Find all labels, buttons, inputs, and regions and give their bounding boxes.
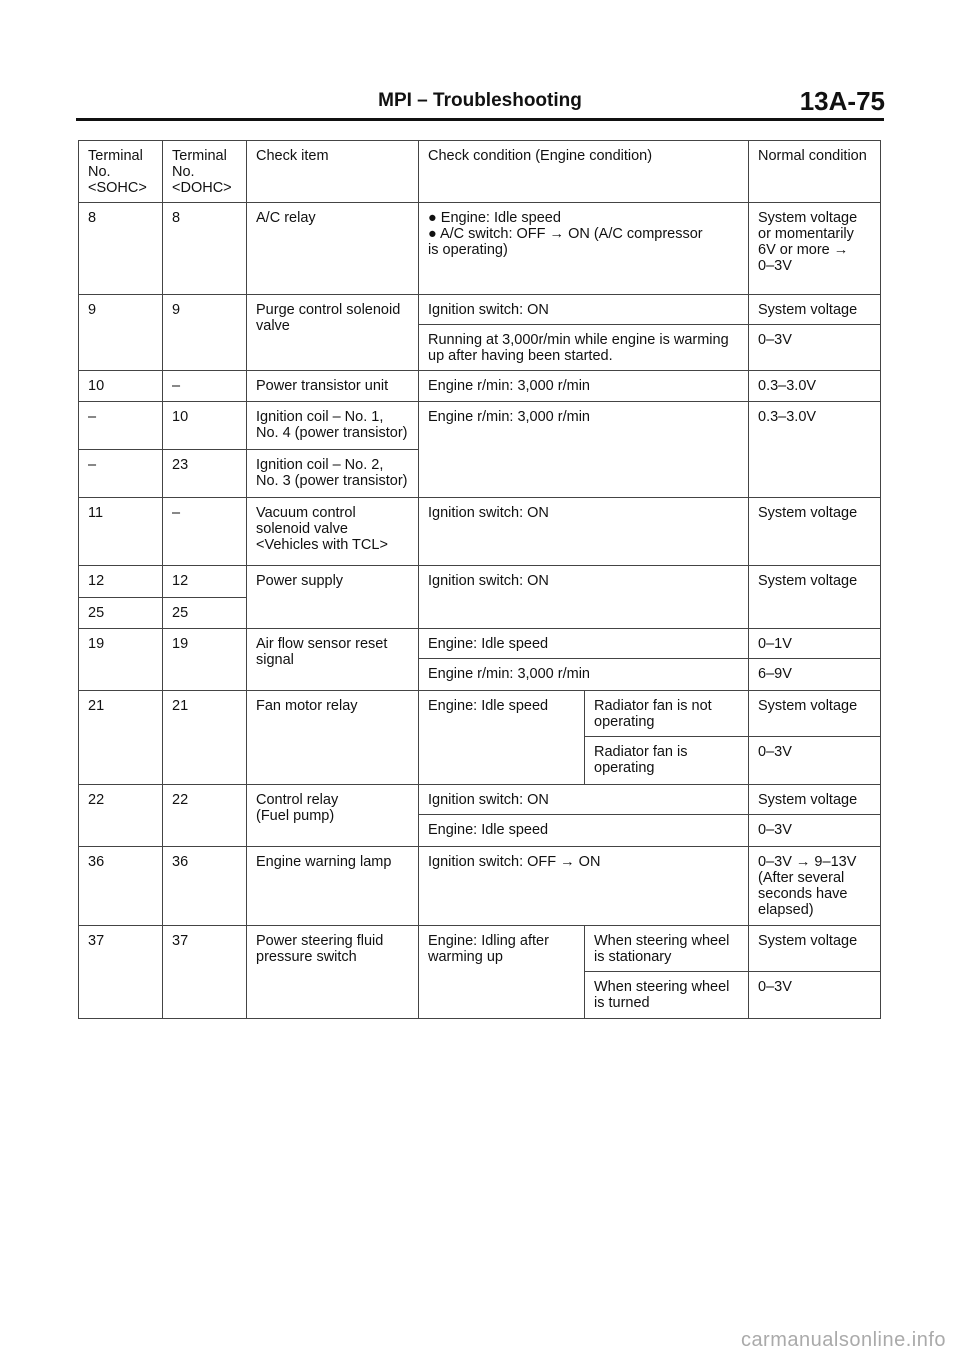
cell-sohc: 37 xyxy=(79,926,163,1019)
header-check-condition: Check condition (Engine condition) xyxy=(419,141,749,203)
cell-dohc: 23 xyxy=(163,450,247,498)
cell-condition: Running at 3,000r/min while engine is warming up after having been started. xyxy=(419,325,749,371)
table-row xyxy=(79,785,881,815)
table-row xyxy=(79,498,881,566)
cell-sub-condition: Radiator fan is not operating xyxy=(585,691,749,737)
header-dohc: Terminal No. <DOHC> xyxy=(163,141,247,203)
cell-normal: 0–3V xyxy=(749,815,881,847)
cell-sohc: 19 xyxy=(79,629,163,691)
cell-dohc: 8 xyxy=(163,203,247,295)
cell-item: Ignition coil – No. 1, No. 4 (power transistor) xyxy=(247,402,419,450)
cell-normal: System voltage or momentarily 6V or more → 0–3V xyxy=(749,203,881,295)
cell-normal: System voltage xyxy=(749,566,881,629)
cell-sub-condition: Radiator fan is operating xyxy=(585,737,749,785)
cell-item: Power transistor unit xyxy=(247,371,419,402)
cell-normal: System voltage xyxy=(749,691,881,737)
cell-dohc: 12 xyxy=(163,566,247,598)
header-check-item: Check item xyxy=(247,141,419,203)
cell-normal: System voltage xyxy=(749,498,881,566)
cell-sohc: 25 xyxy=(79,598,163,629)
cell-dohc: 9 xyxy=(163,295,247,371)
cell-sohc: – xyxy=(79,402,163,450)
table-row xyxy=(79,691,881,737)
cell-condition: Engine r/min: 3,000 r/min xyxy=(419,402,749,498)
cell-dohc: 21 xyxy=(163,691,247,785)
table-row xyxy=(79,566,881,598)
cell-item: Engine warning lamp xyxy=(247,847,419,926)
cell-item: Fan motor relay xyxy=(247,691,419,785)
cell-condition: Ignition switch: ON xyxy=(419,498,749,566)
cell-condition: Ignition switch: ON xyxy=(419,566,749,629)
cell-item: Power supply xyxy=(247,566,419,629)
cell-normal: 0–3V → 9–13V (After several seconds have elapsed) xyxy=(749,847,881,926)
cell-sohc: 9 xyxy=(79,295,163,371)
table-row xyxy=(79,926,881,972)
page-title: MPI – Troubleshooting xyxy=(378,90,582,111)
cell-normal: 0.3–3.0V xyxy=(749,402,881,498)
table-row xyxy=(79,847,881,926)
cell-condition: Engine r/min: 3,000 r/min xyxy=(419,659,749,691)
cell-sohc: 36 xyxy=(79,847,163,926)
cell-sub-condition: When steering wheel is stationary xyxy=(585,926,749,972)
cell-normal: System voltage xyxy=(749,785,881,815)
cell-item: Power steering fluid pressure switch xyxy=(247,926,419,1019)
cell-dohc: 19 xyxy=(163,629,247,691)
cell-normal: System voltage xyxy=(749,295,881,325)
cell-condition: Ignition switch: OFF → ON xyxy=(419,847,749,926)
table-row xyxy=(79,295,881,325)
header-sohc: Terminal No. <SOHC> xyxy=(79,141,163,203)
cell-normal: System voltage xyxy=(749,926,881,972)
cell-dohc: – xyxy=(163,498,247,566)
cell-dohc: 36 xyxy=(163,847,247,926)
cell-dohc: – xyxy=(163,371,247,402)
cell-sohc: 12 xyxy=(79,566,163,598)
cell-normal: 0.3–3.0V xyxy=(749,371,881,402)
watermark-url: carmanualsonline.info xyxy=(740,1329,946,1351)
cell-item: Control relay (Fuel pump) xyxy=(247,785,419,847)
cell-sohc: – xyxy=(79,450,163,498)
table-header-row xyxy=(79,141,881,203)
cell-condition: Engine: Idle speed xyxy=(419,815,749,847)
cell-normal: 6–9V xyxy=(749,659,881,691)
cell-condition: Engine: Idle speed xyxy=(419,691,585,785)
cell-dohc: 10 xyxy=(163,402,247,450)
cell-condition: Engine: Idle speed xyxy=(419,629,749,659)
cell-dohc: 22 xyxy=(163,785,247,847)
cell-sohc: 22 xyxy=(79,785,163,847)
table-row xyxy=(79,629,881,659)
header-normal-condition: Normal condition xyxy=(749,141,881,203)
cell-item: Vacuum control solenoid valve <Vehicles with TCL> xyxy=(247,498,419,566)
cell-dohc: 37 xyxy=(163,926,247,1019)
cell-item: Purge control solenoid valve xyxy=(247,295,419,371)
cell-condition: Ignition switch: ON xyxy=(419,785,749,815)
table-row xyxy=(79,371,881,402)
cell-condition: ● Engine: Idle speed ● A/C switch: OFF → ON (A/C compressor is operating) xyxy=(419,203,749,295)
page-number: 13A-75 xyxy=(799,86,885,116)
cell-sohc: 8 xyxy=(79,203,163,295)
cell-item: Air flow sensor reset signal xyxy=(247,629,419,691)
cell-item: Ignition coil – No. 2, No. 3 (power transistor) xyxy=(247,450,419,498)
cell-condition: Engine r/min: 3,000 r/min xyxy=(419,371,749,402)
cell-condition: Ignition switch: ON xyxy=(419,295,749,325)
cell-sub-condition: When steering wheel is turned xyxy=(585,972,749,1019)
cell-normal: 0–3V xyxy=(749,737,881,785)
cell-item: A/C relay xyxy=(247,203,419,295)
cell-normal: 0–1V xyxy=(749,629,881,659)
terminal-check-table xyxy=(78,140,881,1019)
cell-dohc: 25 xyxy=(163,598,247,629)
cell-normal: 0–3V xyxy=(749,972,881,1019)
cell-condition: Engine: Idling after warming up xyxy=(419,926,585,1019)
table-row xyxy=(79,203,881,295)
header-rule xyxy=(76,118,884,121)
cell-normal: 0–3V xyxy=(749,325,881,371)
table-row xyxy=(79,402,881,450)
cell-sohc: 11 xyxy=(79,498,163,566)
cell-sohc: 21 xyxy=(79,691,163,785)
cell-sohc: 10 xyxy=(79,371,163,402)
